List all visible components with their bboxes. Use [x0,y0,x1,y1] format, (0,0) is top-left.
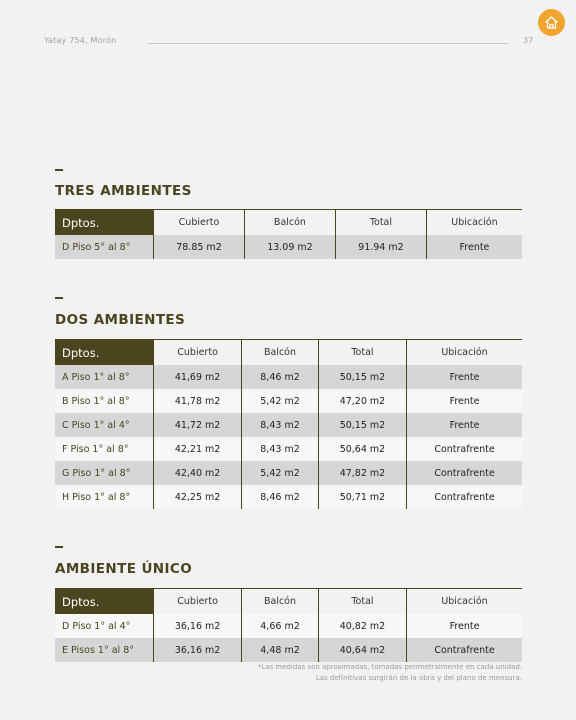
cell-cubierto: 36,16 m2 [154,614,242,638]
cell-balcon: 13.09 m2 [244,235,335,259]
col-header-ubicacion: Ubicación [407,340,522,366]
col-header-total: Total [335,210,426,236]
table-header-row [55,210,522,236]
table-dos-ambientes [55,339,522,509]
table-row [55,485,522,509]
cell-total: 50,64 m2 [318,437,406,461]
cell-cubierto: 42,21 m2 [154,437,242,461]
col-header-cubierto: Cubierto [154,340,242,366]
home-icon [544,15,559,30]
section-title-tres-ambientes: TRES AMBIENTES [55,183,192,199]
cell-dpto: D Piso 5° al 8° [55,235,154,259]
col-header-ubicacion: Ubicación [407,589,522,615]
cell-balcon: 5,42 m2 [242,389,319,413]
cell-cubierto: 42,40 m2 [154,461,242,485]
col-header-dptos: Dptos. [55,210,154,236]
cell-total: 91.94 m2 [335,235,426,259]
cell-cubierto: 41,78 m2 [154,389,242,413]
table-row [55,638,522,662]
section-dash [55,546,63,548]
table-row [55,235,522,259]
header-address: Yatay 754, Morón [44,36,117,45]
cell-dpto: E Pisos 1° al 8° [55,638,154,662]
footnote-line-1: *Las medidas son aproximadas, tomadas perimetralmente en cada unidad. [257,663,522,671]
cell-balcon: 8,43 m2 [242,413,319,437]
cell-dpto: G Piso 1° al 8° [55,461,154,485]
col-header-dptos: Dptos. [55,589,154,615]
col-header-balcon: Balcón [242,589,319,615]
cell-ubicacion: Frente [426,235,522,259]
cell-total: 50,15 m2 [318,413,406,437]
col-header-balcon: Balcón [244,210,335,236]
table-tres-ambientes [55,209,522,259]
table-header-row [55,589,522,615]
cell-dpto: D Piso 1° al 4° [55,614,154,638]
col-header-dptos: Dptos. [55,340,154,366]
table-row [55,461,522,485]
table-row [55,614,522,638]
cell-cubierto: 42,25 m2 [154,485,242,509]
col-header-ubicacion: Ubicación [426,210,522,236]
table-row [55,437,522,461]
cell-dpto: B Piso 1° al 8° [55,389,154,413]
cell-total: 50,71 m2 [318,485,406,509]
home-button[interactable] [538,9,565,36]
cell-cubierto: 36,16 m2 [154,638,242,662]
table-row [55,413,522,437]
cell-ubicacion: Contrafrente [407,461,522,485]
header-divider [147,43,509,44]
cell-ubicacion: Frente [407,389,522,413]
col-header-balcon: Balcón [242,340,319,366]
cell-dpto: H Piso 1° al 8° [55,485,154,509]
cell-dpto: A Piso 1° al 8° [55,365,154,389]
table-header-row [55,340,522,366]
cell-total: 47,20 m2 [318,389,406,413]
cell-balcon: 4,66 m2 [242,614,319,638]
section-dash [55,169,63,171]
cell-ubicacion: Frente [407,413,522,437]
cell-balcon: 8,46 m2 [242,365,319,389]
table-ambiente-unico [55,588,522,662]
cell-cubierto: 78.85 m2 [154,235,245,259]
col-header-total: Total [318,589,406,615]
cell-balcon: 8,46 m2 [242,485,319,509]
footnote-line-2: Las definitivas surgirán de la obra y del plano de mensura. [315,674,522,682]
cell-total: 40,64 m2 [318,638,406,662]
section-dash [55,297,63,299]
col-header-cubierto: Cubierto [154,589,242,615]
section-title-dos-ambientes: DOS AMBIENTES [55,312,186,328]
table-row [55,389,522,413]
cell-total: 47,82 m2 [318,461,406,485]
cell-balcon: 5,42 m2 [242,461,319,485]
cell-cubierto: 41,69 m2 [154,365,242,389]
cell-ubicacion: Frente [407,614,522,638]
table-row [55,365,522,389]
cell-balcon: 4,48 m2 [242,638,319,662]
cell-dpto: F Piso 1° al 8° [55,437,154,461]
section-title-ambiente-unico: AMBIENTE ÚNICO [55,561,193,577]
cell-balcon: 8,43 m2 [242,437,319,461]
cell-total: 50,15 m2 [318,365,406,389]
col-header-cubierto: Cubierto [154,210,245,236]
col-header-total: Total [318,340,406,366]
cell-total: 40,82 m2 [318,614,406,638]
footnote [258,662,522,684]
cell-ubicacion: Contrafrente [407,437,522,461]
page-number: 37 [523,36,534,45]
cell-ubicacion: Frente [407,365,522,389]
cell-ubicacion: Contrafrente [407,638,522,662]
cell-dpto: C Piso 1° al 4° [55,413,154,437]
cell-cubierto: 41,72 m2 [154,413,242,437]
cell-ubicacion: Contrafrente [407,485,522,509]
